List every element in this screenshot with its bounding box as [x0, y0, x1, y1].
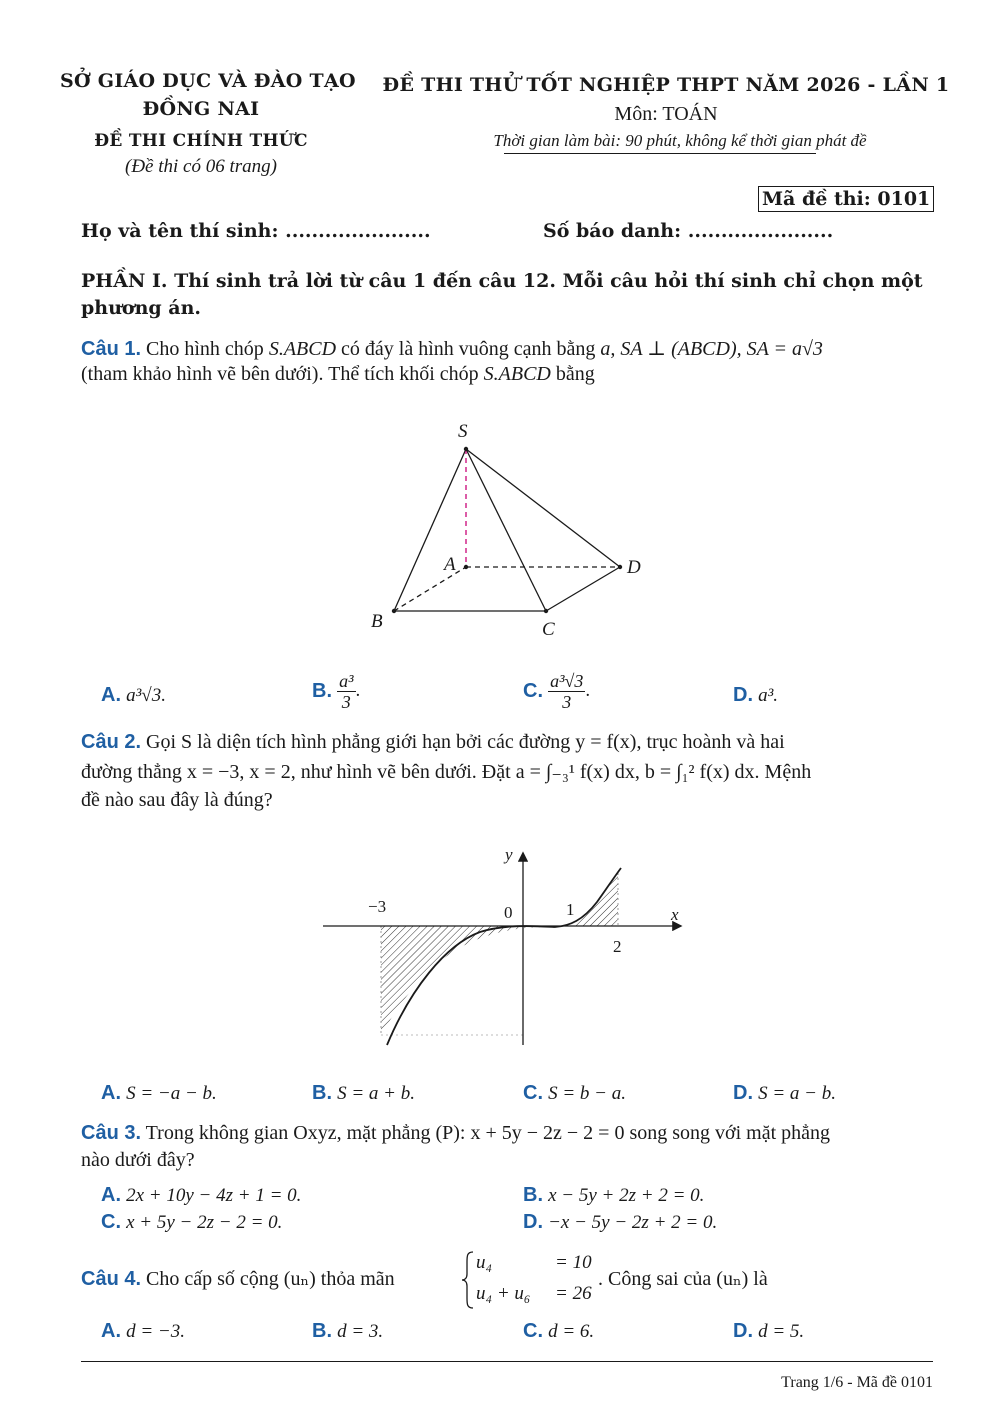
option-fraction	[548, 671, 585, 712]
system-row1-right: = 10	[555, 1252, 592, 1273]
option-text: x + 5y − 2z − 2 = 0.	[126, 1212, 283, 1233]
exam-title: ĐỀ THI THỬ TỐT NGHIỆP THPT NĂM 2026 - LẦN 1	[382, 74, 950, 96]
q2-option-d[interactable]	[733, 1082, 836, 1105]
q1-option-b[interactable]: B. $\frac{\text{a³}}{3}$ .	[312, 671, 361, 712]
option-key: A.	[101, 1320, 121, 1342]
option-key: B.	[312, 1082, 332, 1104]
label-c: C	[542, 619, 555, 640]
q2-option-c[interactable]	[523, 1082, 626, 1105]
q1-text-e: (tham khảo hình vẽ bên dưới). Thể tích khối chóp	[81, 363, 484, 385]
q4-stem-b: . Công sai của (uₙ) là	[598, 1268, 768, 1290]
fraction-num: a³√3	[550, 671, 584, 691]
q1-text-b: S.ABCD	[268, 338, 337, 360]
q3-option-c[interactable]	[101, 1211, 282, 1234]
q1-text-g: bằng	[550, 363, 595, 385]
option-text: S = −a − b.	[126, 1083, 217, 1104]
vertex-a	[464, 565, 468, 569]
q2-option-a[interactable]	[101, 1082, 217, 1105]
province-name: ĐỒNG NAI	[142, 98, 260, 120]
option-key: A.	[101, 1082, 121, 1104]
option-key: B.	[312, 1320, 332, 1342]
q1-text-c: có đáy là hình vuông cạnh bằng	[336, 338, 601, 360]
q2-text-1: Gọi S là diện tích hình phẳng giới hạn bởi các đường y = f(x), trục hoành và hai	[146, 731, 785, 753]
option-key: D.	[733, 1320, 753, 1342]
option-text: 2x + 10y − 4z + 1 = 0.	[126, 1185, 302, 1206]
option-key: B.	[312, 680, 332, 702]
q1-text-a: Cho hình chóp	[146, 338, 269, 360]
option-fraction	[337, 671, 355, 712]
vertex-c	[544, 609, 548, 613]
q3-text-1: Trong không gian Oxyz, mặt phẳng (P): x + 5y − 2z − 2 = 0 song song với mặt phẳng	[145, 1122, 831, 1144]
option-text: d = 3.	[337, 1321, 384, 1342]
q3-option-b[interactable]	[523, 1184, 704, 1207]
label-one: 1	[566, 900, 575, 919]
option-text: d = 6.	[548, 1321, 595, 1342]
q2-option-b[interactable]	[312, 1082, 415, 1105]
q1-option-c[interactable]: C. $\frac{\text{a³√3}}{3}$ .	[523, 671, 591, 712]
q4-stem-a	[81, 1266, 395, 1291]
label-two: 2	[613, 937, 622, 956]
part1-instruction: PHẦN I. Thí sinh trả lời từ câu 1 đến câu 12. Mỗi câu hỏi thí sinh chỉ chọn một	[81, 270, 923, 292]
label-d: D	[627, 557, 641, 578]
q2-stem-line3: đề nào sau đây là đúng?	[81, 789, 273, 811]
candidate-name-field: Họ và tên thí sinh: ......................	[81, 220, 431, 242]
q4-option-d[interactable]	[733, 1320, 804, 1343]
label-zero: 0	[504, 903, 513, 922]
option-key: D.	[733, 684, 753, 706]
label-neg3: −3	[368, 897, 387, 916]
option-text: S = a − b.	[758, 1083, 836, 1104]
edge-cd	[546, 567, 620, 611]
department-name: SỞ GIÁO DỤC VÀ ĐÀO TẠO	[60, 70, 356, 92]
option-key: D.	[733, 1082, 753, 1104]
option-text: a³√3.	[126, 685, 166, 706]
shaded-region-a	[381, 926, 571, 1035]
option-key: B.	[523, 1184, 543, 1206]
q1-option-a[interactable]	[101, 684, 166, 707]
system-row2-right: = 26	[555, 1283, 592, 1304]
label-y: y	[505, 845, 513, 864]
option-text: d = 5.	[758, 1321, 805, 1342]
system-row2-left: u₄ + u₆	[476, 1283, 531, 1304]
fraction-num: a³	[339, 671, 354, 691]
time-note: Thời gian làm bài: 90 phút, không kể thời gian phát đề	[493, 131, 867, 150]
official-label: ĐỀ THI CHÍNH THỨC	[94, 131, 308, 151]
subject: Môn: TOÁN	[614, 103, 718, 125]
q2-label: Câu 2.	[81, 731, 142, 753]
exam-code-box: Mã đề thi: 0101	[758, 186, 934, 212]
vertex-b	[392, 609, 396, 613]
option-key: C.	[523, 1082, 543, 1104]
vertex-s	[464, 447, 468, 451]
system-brace	[461, 1250, 475, 1310]
option-text: S = a + b.	[337, 1083, 415, 1104]
title-underline	[504, 153, 816, 154]
vertex-d	[618, 565, 622, 569]
q1-stem-line2	[81, 363, 595, 386]
q2-stem-line1	[81, 731, 785, 754]
q1-label: Câu 1.	[81, 338, 142, 360]
q3-stem-line1	[81, 1122, 830, 1145]
q4-option-c[interactable]	[523, 1320, 594, 1343]
fraction-den: 3	[562, 692, 572, 712]
label-b: B	[371, 611, 383, 632]
option-key: C.	[101, 1211, 121, 1233]
q1-text-d: a, SA ⊥ (ABCD), SA = a√3	[600, 338, 823, 360]
option-text: d = −3.	[126, 1321, 185, 1342]
q2-stem-line2: đường thẳng x = −3, x = 2, như hình vẽ bên dưới. Đặt a = ∫₋₃¹ f(x) dx, b = ∫₁² f(x) dx. Mệnh	[81, 761, 812, 783]
option-key: C.	[523, 1320, 543, 1342]
q4-text-a: Cho cấp số cộng (uₙ) thỏa mãn	[146, 1268, 395, 1290]
candidate-id-field: Số báo danh: ......................	[543, 220, 834, 242]
area-graph	[315, 840, 695, 1050]
option-key: A.	[101, 684, 121, 706]
pyramid-figure	[350, 415, 670, 645]
q3-label: Câu 3.	[81, 1122, 142, 1144]
edge-sd	[466, 449, 620, 567]
option-key: C.	[523, 680, 543, 702]
q3-stem-line2: nào dưới đây?	[81, 1149, 195, 1171]
option-text: a³.	[758, 685, 779, 706]
system-row1-left: u₄	[476, 1252, 493, 1273]
label-s: S	[458, 421, 468, 442]
q1-stem-line1	[81, 336, 823, 361]
q4-label: Câu 4.	[81, 1268, 142, 1290]
option-text: −x − 5y − 2z + 2 = 0.	[548, 1212, 718, 1233]
q4-option-a[interactable]	[101, 1320, 185, 1343]
edge-sc	[466, 449, 546, 611]
edge-sb	[394, 449, 466, 611]
pages-note: (Đề thi có 06 trang)	[125, 156, 277, 177]
q1-option-d[interactable]	[733, 684, 778, 707]
fraction-den: 3	[341, 692, 351, 712]
option-text: S = b − a.	[548, 1083, 626, 1104]
q3-option-d[interactable]	[523, 1211, 717, 1234]
page-footer: Trang 1/6 - Mã đề 0101	[781, 1374, 933, 1391]
footer-rule	[81, 1361, 933, 1362]
q3-option-a[interactable]	[101, 1184, 301, 1207]
option-key: A.	[101, 1184, 121, 1206]
label-x: x	[671, 905, 679, 924]
label-a: A	[444, 554, 456, 575]
q4-option-b[interactable]	[312, 1320, 383, 1343]
option-key: D.	[523, 1211, 543, 1233]
part1-instruction-cont: phương án.	[81, 297, 202, 319]
q1-text-f: S.ABCD	[483, 363, 551, 385]
option-text: x − 5y + 2z + 2 = 0.	[548, 1185, 705, 1206]
